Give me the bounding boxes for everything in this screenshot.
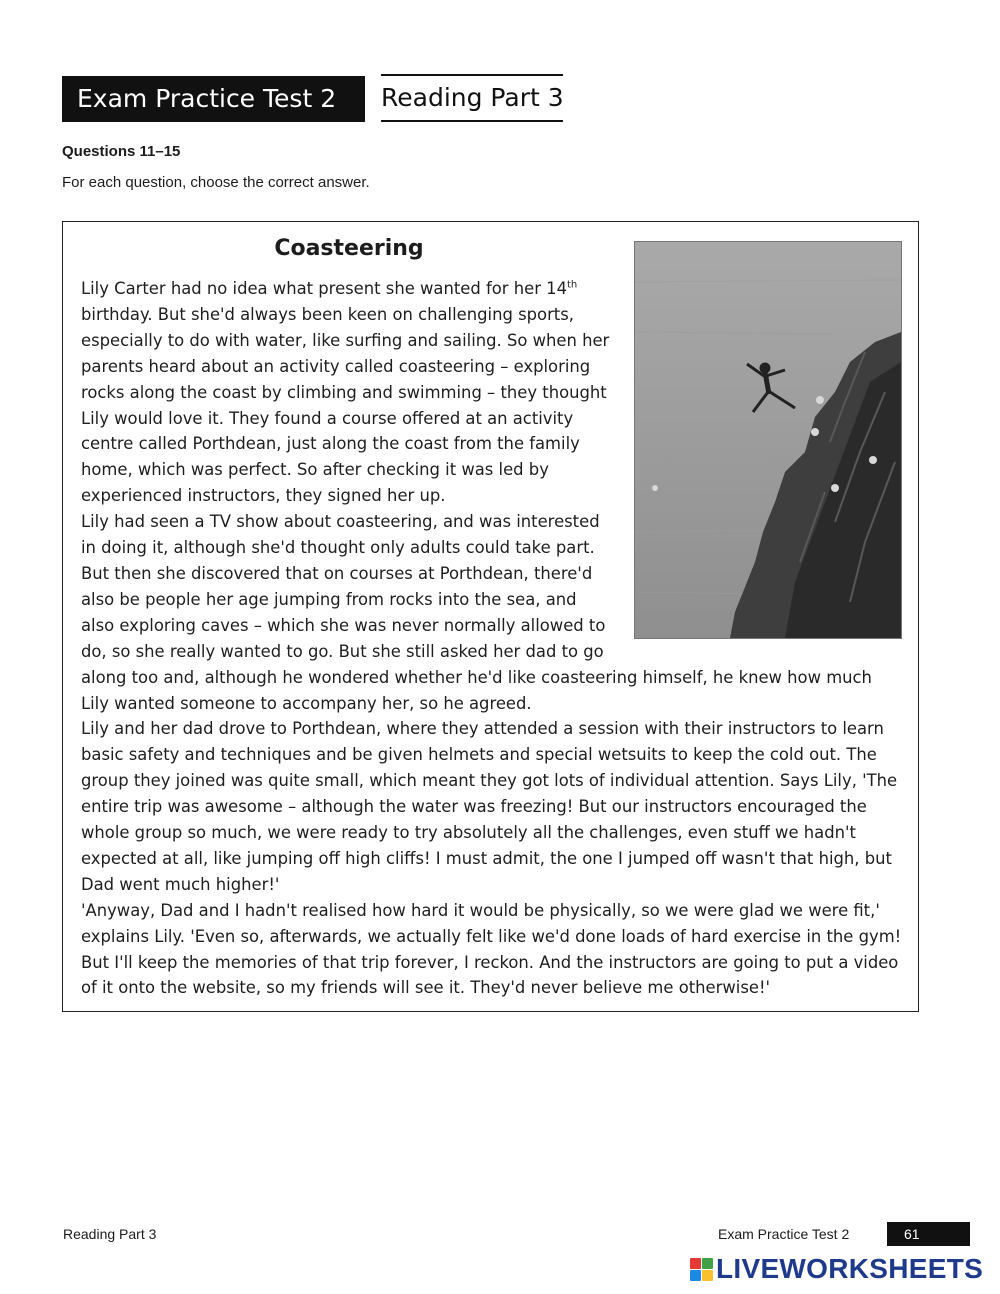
questions-label: Questions 11–15: [62, 143, 181, 160]
article-text: [81, 276, 903, 1001]
paragraph-4: 'Anyway, Dad and I hadn't realised how hard it would be physically, so we were glad we were fit,' explains Lily. 'Even so, afterwards, we actually felt like we'd done loads of hard exercise in the gym! But I'll keep the memories of that trip forever, I reckon. And the instructors are going to put a video of it onto the website, so my friends will see it. They'd never believe me otherwise!': [81, 900, 902, 998]
exam-practice-header: Exam Practice Test 2: [62, 76, 365, 122]
instruction-text: For each question, choose the correct answer.: [62, 174, 370, 191]
paragraph-1: Lily Carter had no idea what present she wanted for her 14th birthday. But she'd always been keen on challenging sports, especially to do with water, like surfing and sailing. So when her parents heard about an activity called coasteering – exploring rocks along the coast by climbing and swimming – they thought Lily would love it. They found a course offered at an activity centre called Porthdean, just along the coast from the family home, which was perfect. So after checking it was led by experienced instructors, they signed her up.: [81, 279, 610, 506]
liveworksheets-wordmark: LIVEWORKSHEETS: [716, 1253, 984, 1284]
footer-section-label: Reading Part 3: [63, 1226, 157, 1242]
liveworksheets-icon: [690, 1258, 713, 1281]
reading-part-header: Reading Part 3: [381, 74, 563, 122]
page-number: 61: [887, 1222, 970, 1246]
paragraph-2: Lily had seen a TV show about coasteering, and was interested in doing it, although she'd thought only adults could take part. But then she discovered that on courses at Porthdean, there'd also be people her age jumping from rocks into the sea, and also exploring caves – which she was never normally allowed to do, so she really wanted to go. But she still asked her dad to go: [81, 512, 606, 661]
article-title: Coasteering: [274, 236, 424, 261]
footer-exam-label: Exam Practice Test 2: [718, 1226, 850, 1242]
liveworksheets-logo: [690, 1253, 983, 1285]
article-box: [62, 221, 919, 1012]
paragraph-2-continued: along too and, although he wondered whether he'd like coasteering himself, he knew how much Lily wanted someone to accompany her, so he agreed.: [81, 667, 872, 713]
paragraph-3: Lily and her dad drove to Porthdean, where they attended a session with their instructors to learn basic safety and techniques and be given helmets and special wetsuits to keep the cold out. The group they joined was quite small, which meant they got lots of individual attention. Says Lily, 'The entire trip was awesome – although the water was freezing! But our instructors encouraged the whole group so much, we were ready to try absolutely all the challenges, even stuff we hadn't expected at all, like jumping off high cliffs! I must admit, the one I jumped off wasn't that high, but Dad went much higher!': [81, 719, 898, 894]
